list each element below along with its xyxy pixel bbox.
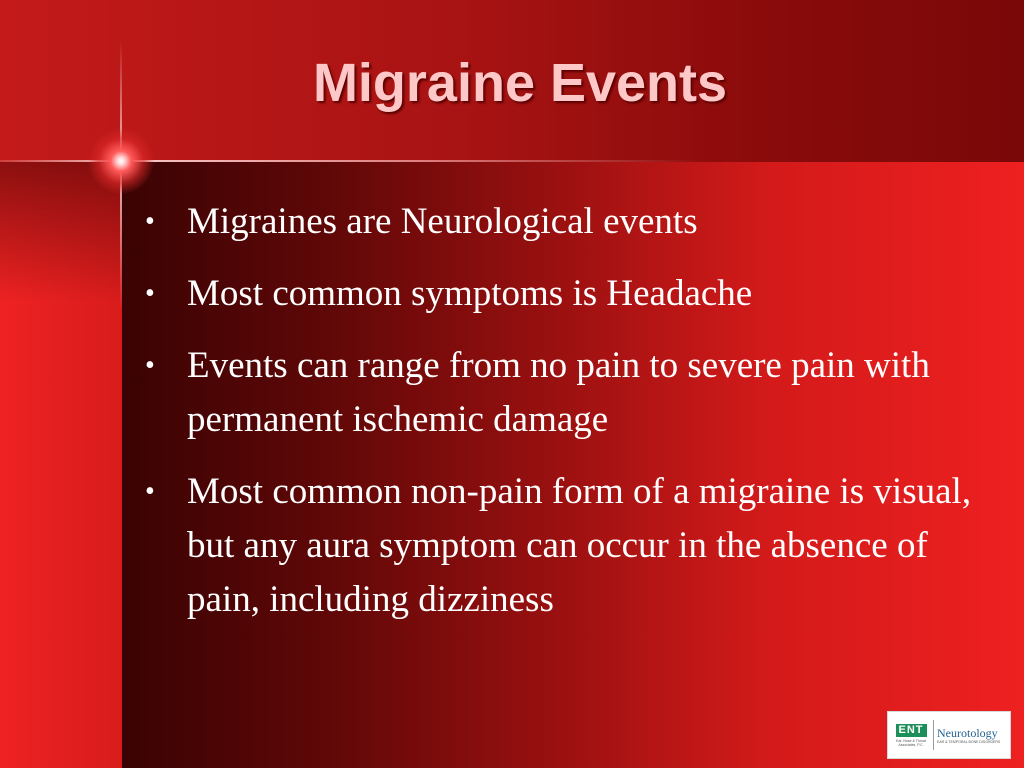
slide-title: Migraine Events (312, 53, 728, 113)
bullet-item (145, 465, 1005, 627)
bullet-text: Most common symptoms is Headache (187, 273, 753, 314)
logo-text-block (937, 726, 1000, 745)
bullet-text: Migraines are Neurological events (187, 201, 698, 242)
lens-flare-decoration (88, 128, 154, 194)
logo-divider (933, 720, 934, 750)
bullet-dot: • (145, 206, 155, 237)
bullet-item (145, 195, 1005, 249)
bullet-text: Most common non-pain form of a migraine is visual, but any aura symptom can occur in the absence of pain, including dizziness (187, 471, 972, 620)
bullet-dot: • (145, 350, 155, 381)
ent-neurotology-logo (887, 711, 1011, 759)
bullet-dot: • (145, 278, 155, 309)
bullet-item (145, 267, 1005, 321)
bullet-dot: • (145, 476, 155, 507)
logo-name: Neurotology (937, 725, 998, 740)
bullet-list (145, 195, 1005, 645)
logo-ent-mark: ENT (896, 724, 927, 737)
bullet-item (145, 339, 1005, 447)
logo-tagline: EAR & TEMPORAL BONE DISORDERS (937, 739, 1001, 744)
logo-practice-name: Ear, Nose & Throat Associates, P.C. (896, 738, 926, 747)
logo-mark-block (892, 724, 930, 747)
bullet-text: Events can range from no pain to severe pain with permanent ischemic damage (187, 345, 930, 440)
